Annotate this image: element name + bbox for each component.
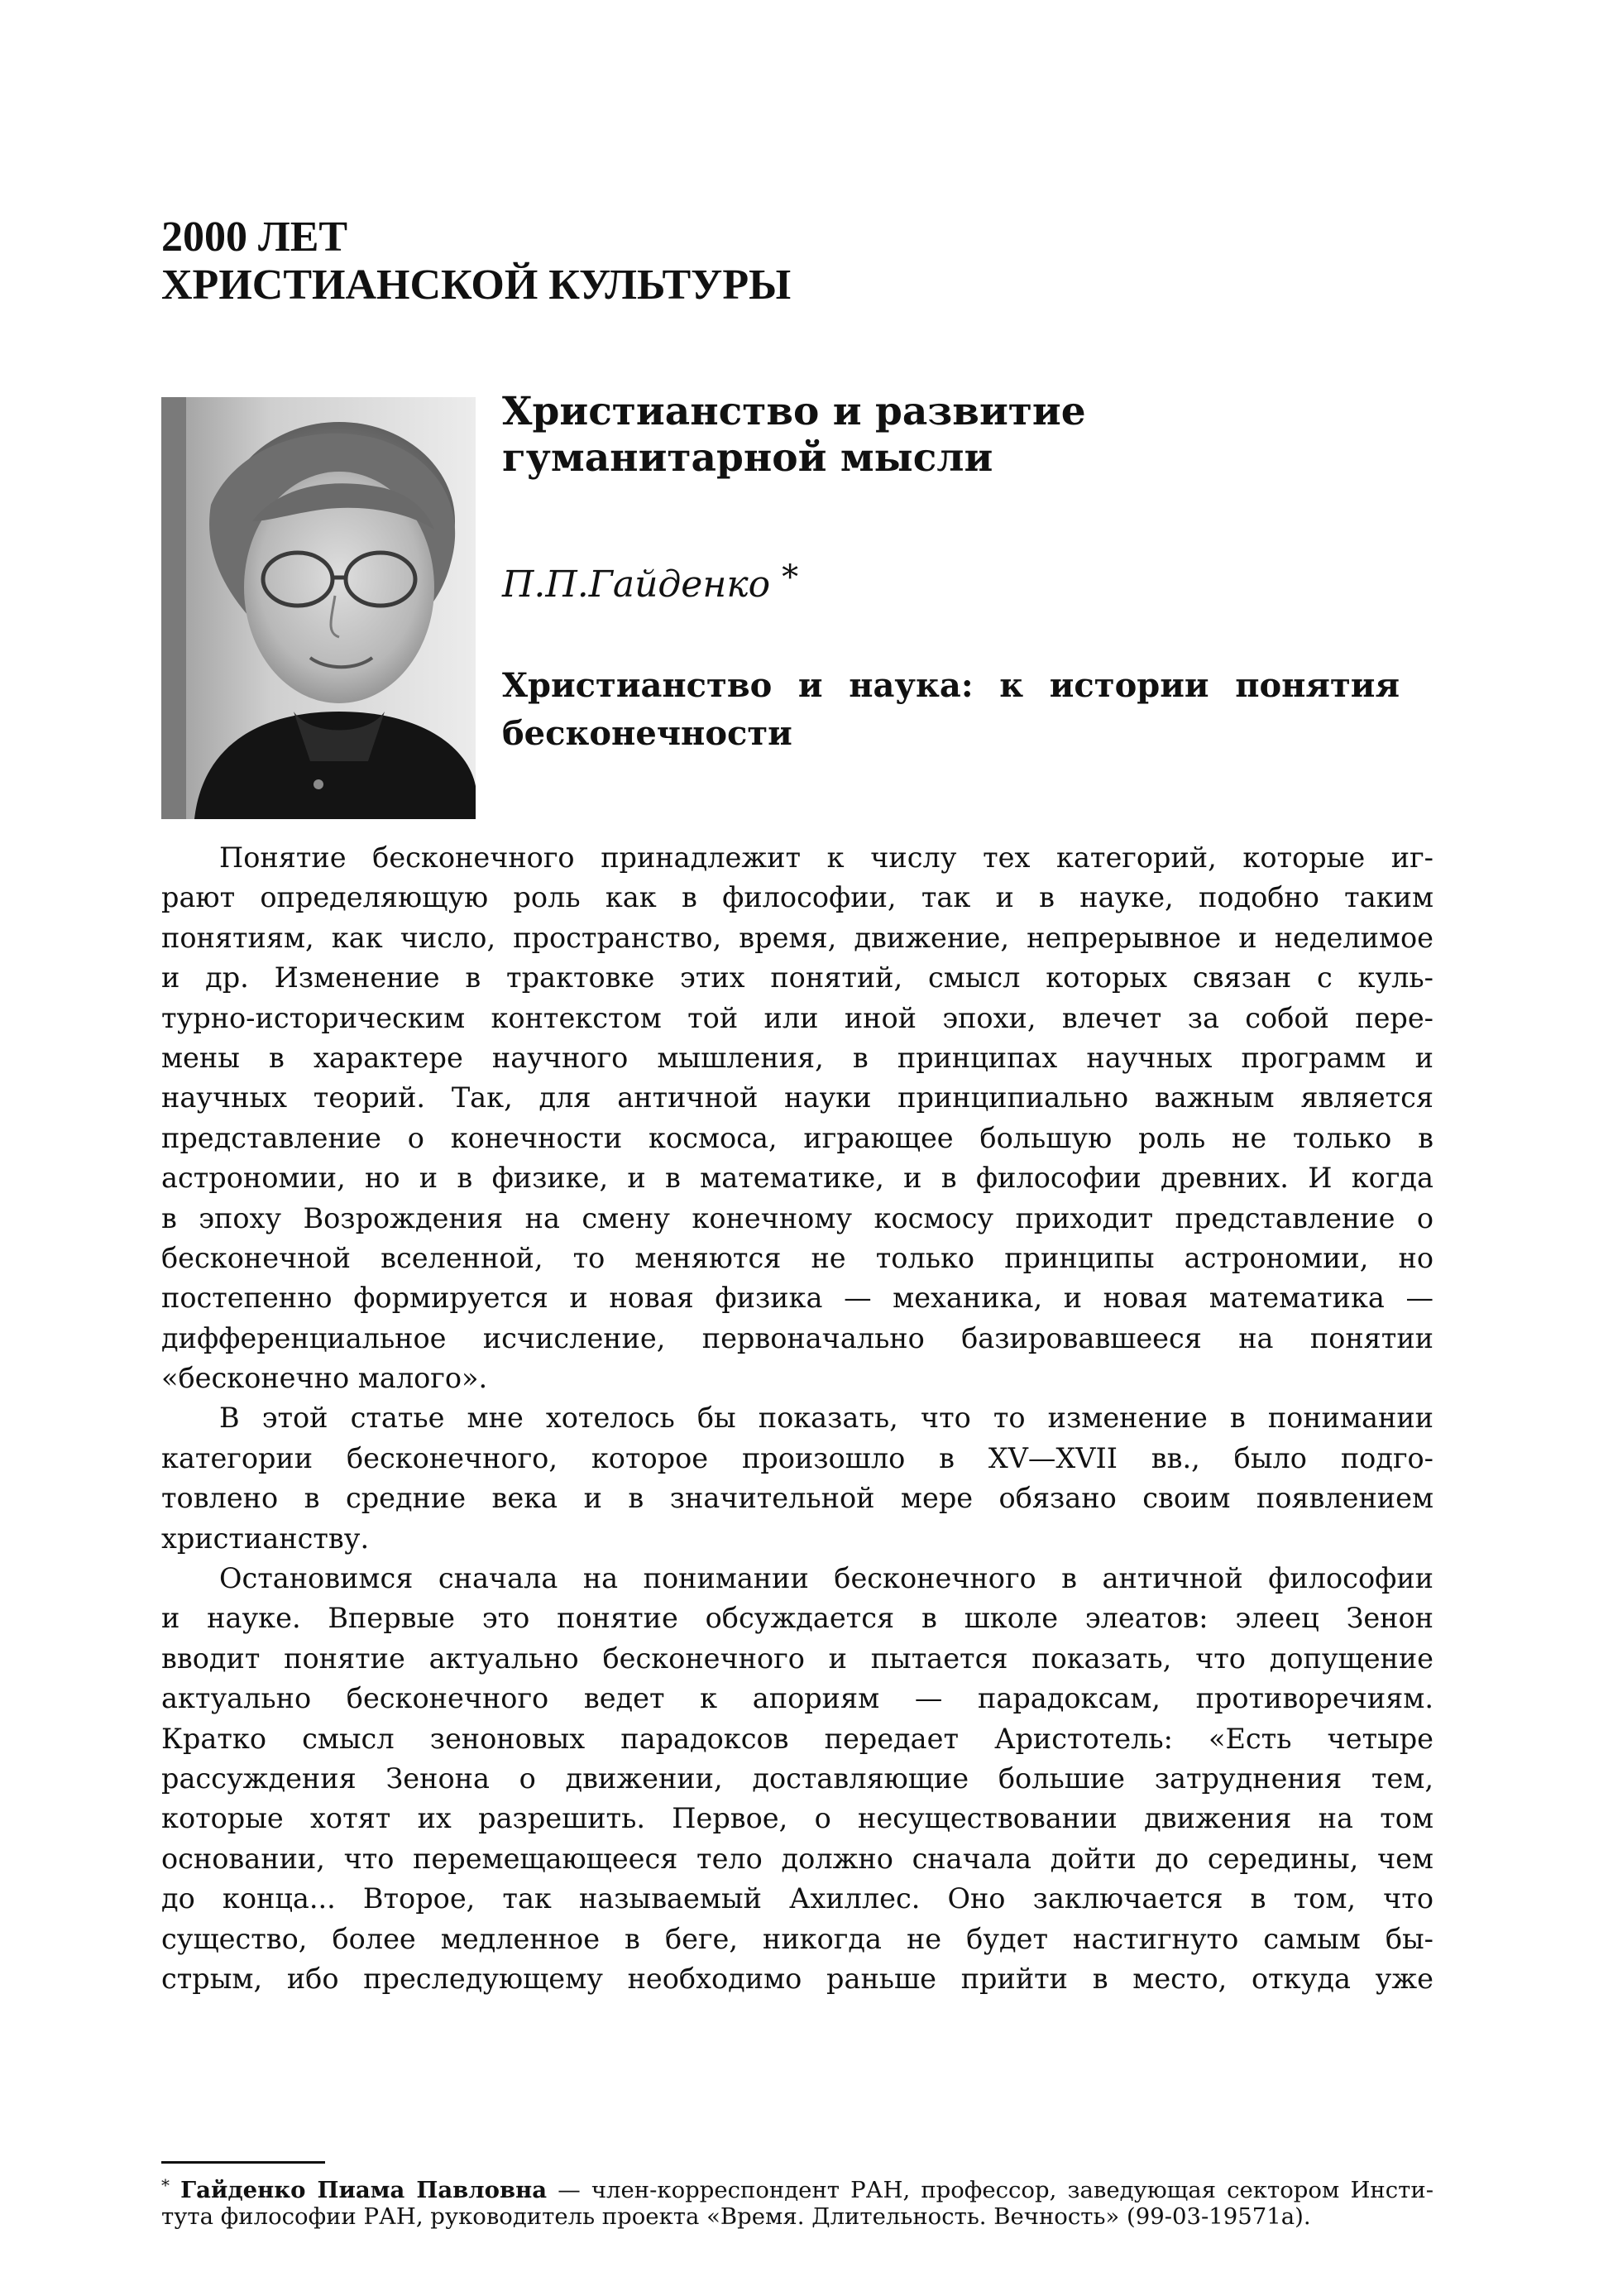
footnote	[161, 2169, 1434, 2232]
body-line: бесконечной вселенной, то меняются не только принципы астрономии, но	[161, 1241, 1434, 1274]
section-title	[161, 213, 988, 309]
footnote-mark: *	[161, 2175, 170, 2195]
author-portrait	[161, 397, 476, 819]
section-title-line: ХРИСТИАНСКОЙ КУЛЬТУРЫ	[161, 261, 792, 309]
body-line: существо, более медленное в беге, никогда не будет настигнуто самым бы-	[161, 1922, 1434, 1955]
body-line: христианству.	[161, 1522, 370, 1555]
body-line: понятиям, как число, пространство, время, движение, непрерывное и неделимое	[161, 921, 1434, 954]
body-line: турно-историческим контекстом той или иной эпохи, влечет за собой пере-	[161, 1001, 1434, 1034]
body-line: Остановимся сначала на понимании бесконечного в античной философии	[219, 1562, 1434, 1595]
article-title-line: гуманитарной мысли	[502, 435, 993, 481]
body-line: «бесконечно малого».	[161, 1362, 488, 1395]
body-line: Кратко смысл зеноновых парадоксов передает Аристотель: «Есть четыре	[161, 1722, 1434, 1755]
article-body	[161, 838, 1434, 1999]
author-name	[502, 558, 798, 606]
body-line: представление о конечности космоса, играющее большую роль не только в	[161, 1121, 1434, 1154]
body-line: и др. Изменение в трактовке этих понятий, смысл которых связан с куль-	[161, 961, 1434, 995]
body-line: основании, что перемещающееся тело должно сначала дойти до середины, чем	[161, 1842, 1434, 1875]
body-line: В этой статье мне хотелось бы показать, что то изменение в понимании	[219, 1402, 1434, 1435]
body-line: астрономии, но и в физике, и в математике, и в философии древних. И когда	[161, 1162, 1434, 1195]
section-title-line: 2000 ЛЕТ	[161, 213, 348, 261]
body-line: постепенно формируется и новая физика — механика, и новая математика —	[161, 1282, 1434, 1315]
footnote-divider	[161, 2161, 325, 2164]
body-line: актуально бесконечного ведет к апориям — парадоксам, противоречиям.	[161, 1682, 1434, 1715]
body-line: категории бесконечного, которое произошло в XV—XVII вв., было подго-	[161, 1441, 1434, 1474]
footnote-author-name: Гайденко Пиама Павловна	[180, 2177, 548, 2203]
body-line: товлено в средние века и в значительной мере обязано своим появлением	[161, 1482, 1434, 1515]
author-portrait-photo-icon	[161, 397, 476, 819]
body-line: научных теорий. Так, для античной науки принципиально важным является	[161, 1081, 1434, 1114]
body-line: рассуждения Зенона о движении, доставляющие большие затруднения тем,	[161, 1762, 1434, 1795]
body-line: стрым, ибо преследующему необходимо раньше прийти в место, откуда уже	[161, 1962, 1434, 1995]
author-footnote-mark: *	[782, 558, 799, 597]
footnote-text: — член-корреспондент РАН, профессор, заведующая сектором Инсти-	[558, 2177, 1434, 2203]
body-line: до конца... Второе, так называемый Ахиллес. Оно заключается в том, что	[161, 1882, 1434, 1915]
body-line: мены в характере научного мышления, в принципах научных программ и	[161, 1041, 1434, 1074]
body-line: вводит понятие актуально бесконечного и пытается показать, что допущение	[161, 1642, 1434, 1675]
body-line: рают определяющую роль как в философии, так и в науке, подобно таким	[161, 881, 1434, 914]
body-line: Понятие бесконечного принадлежит к числу тех категорий, которые иг-	[219, 841, 1434, 874]
body-line: которые хотят их разрешить. Первое, о несуществовании движения на том	[161, 1802, 1434, 1835]
author-name-text: П.П.Гайденко	[502, 563, 771, 606]
body-line: и науке. Впервые это понятие обсуждается в школе элеатов: элеец Зенон	[161, 1602, 1434, 1635]
body-line: дифференциальное исчисление, первоначально базировавшееся на понятии	[161, 1321, 1434, 1354]
footnote-line: тута философии РАН, руководитель проекта «Время. Длительность. Вечность» (99-03-19571а).	[161, 2203, 1311, 2230]
body-line: в эпоху Возрождения на смену конечному космосу приходит представление о	[161, 1201, 1434, 1234]
article-title-line: Христианство и развитие	[502, 389, 1086, 434]
footnote-line	[161, 2169, 1434, 2201]
article-title	[502, 389, 1412, 482]
chapter-title: Христианство и наука: к истории понятия бесконечности	[502, 666, 1400, 753]
